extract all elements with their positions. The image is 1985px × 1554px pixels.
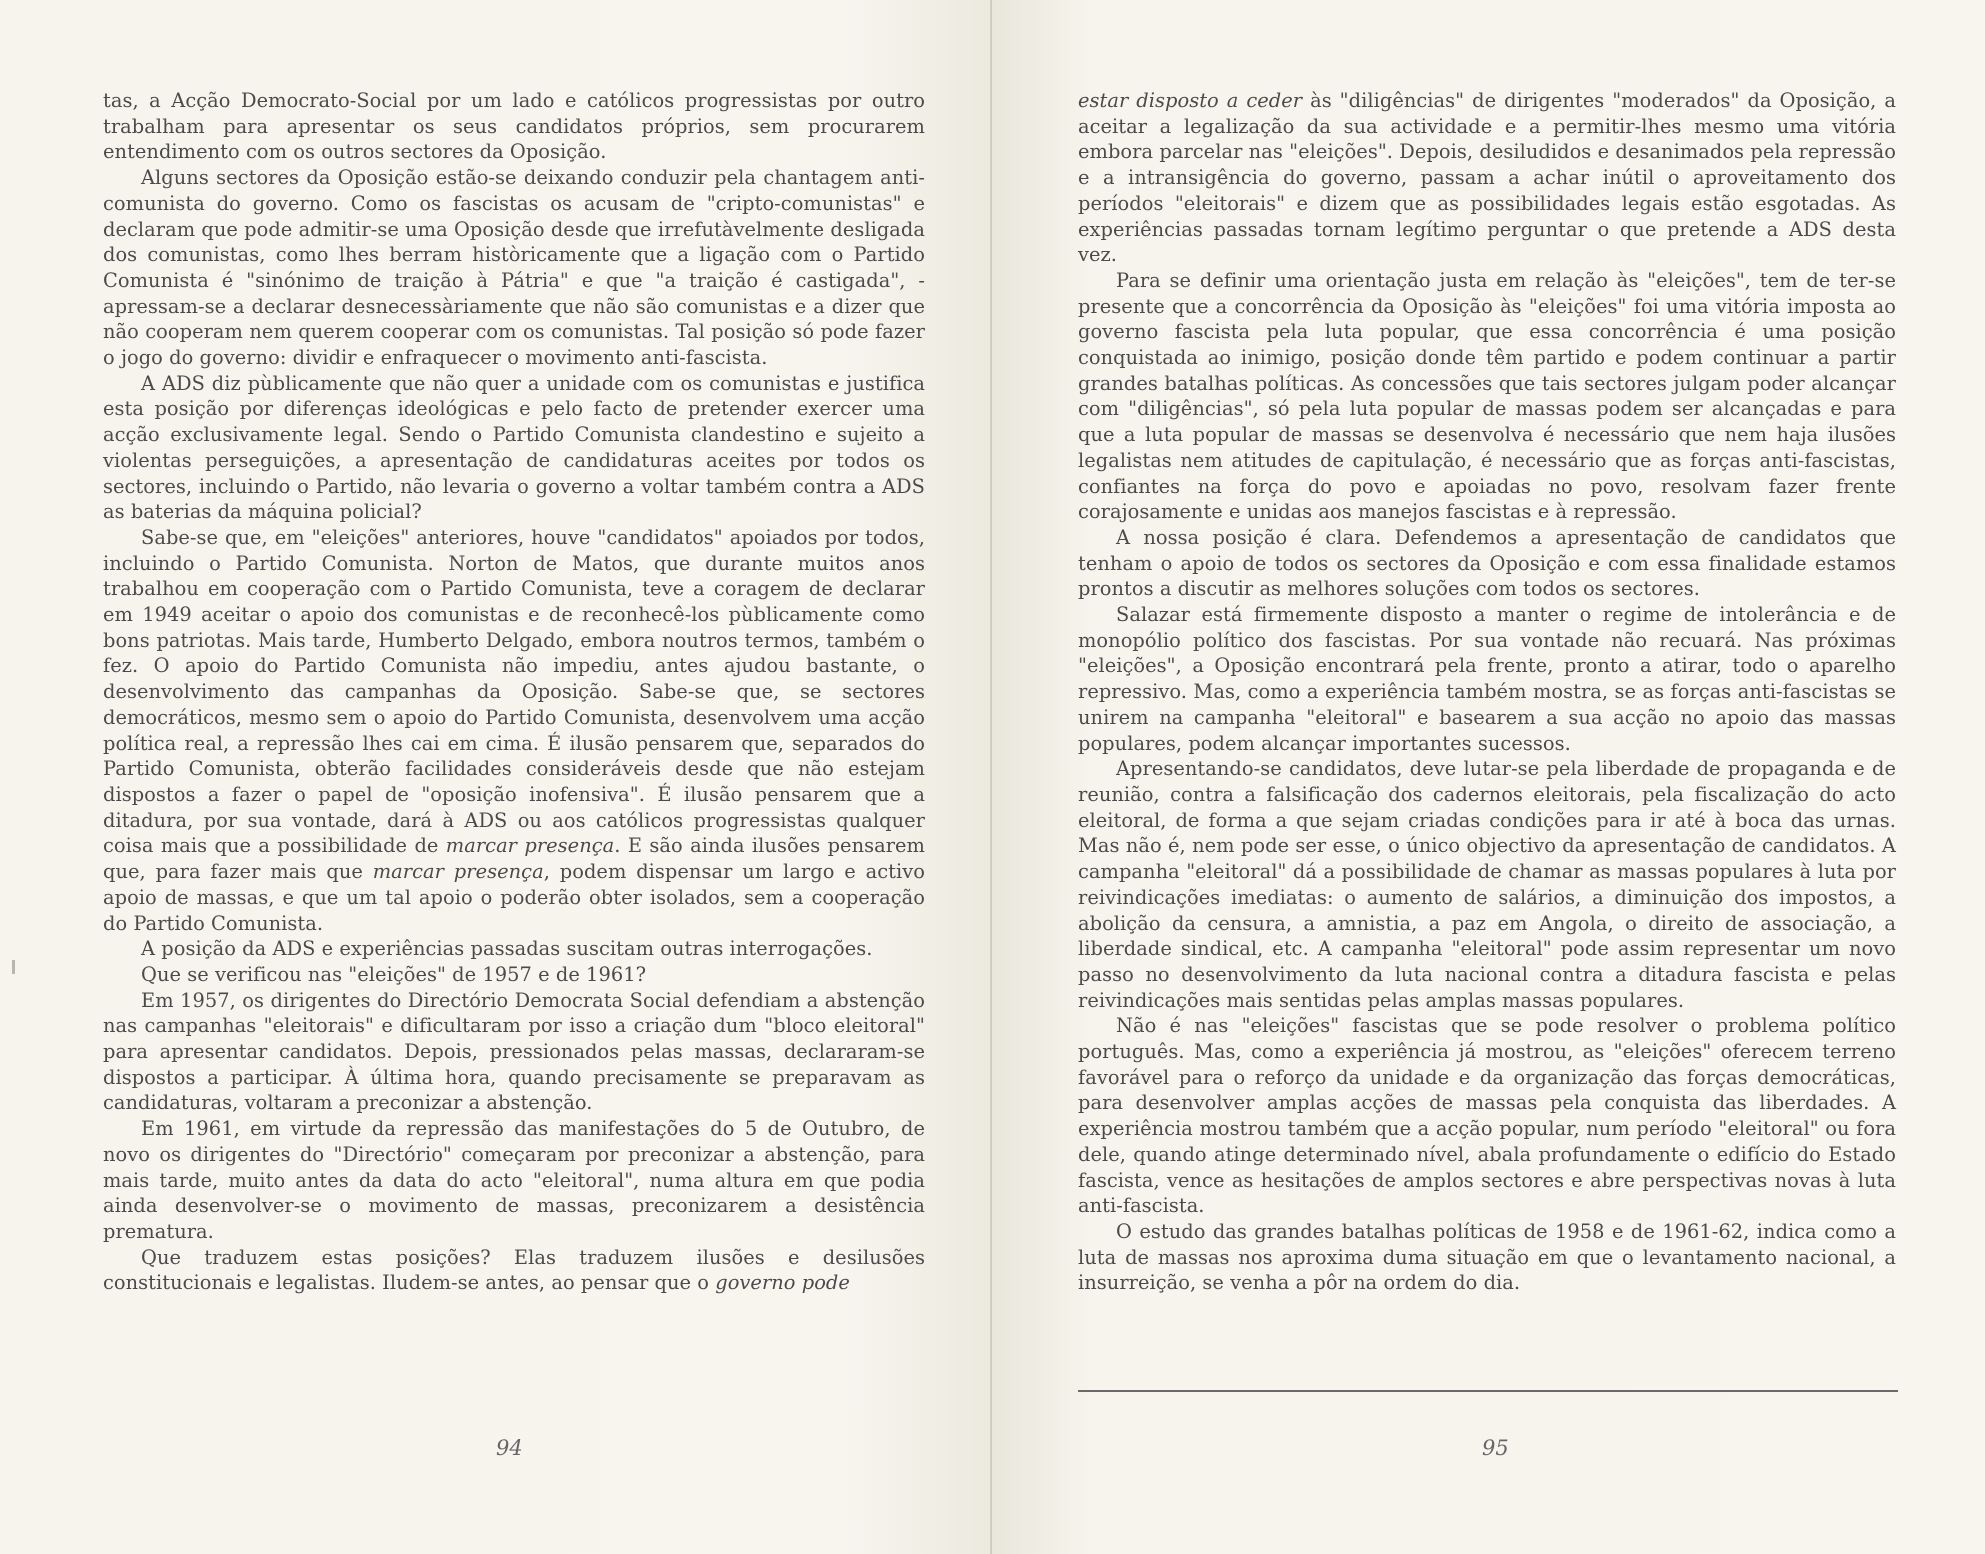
paragraph: Apresentando-se candidatos, deve lutar-se pela liberdade de propaganda e de reunião, contra a falsificação dos cadernos eleitorais, pela fiscalização do acto eleitoral, de forma a que sejam criadas condições para ir até à boca das urnas. Mas não é, nem pode ser esse, o único objectivo da apresentação de candidatos. A campanha "eleitoral" dá a possibilidade de chamar as massas populares à luta por reivindicações imediatas: o aumento de salários, a diminuição dos impostos, a abolição da censura, a amnistia, a paz em Angola, o direito de associação, a liberdade sindical, etc. A campanha "eleitoral" pode assim representar um novo passo no desenvolvimento da luta nacional contra a ditadura fascista e pelas reivindicações mais sentidas pelas amplas massas populares.: [1078, 757, 1896, 1012]
page-number: 95: [1482, 1436, 1509, 1460]
right-page-text: [1078, 88, 1896, 1296]
underline-mark: [1078, 1390, 1898, 1392]
paragraph: Salazar está firmemente disposto a manter o regime de intolerância e de monopólio político dos fascistas. Por sua vontade não recuará. Nas próximas "eleições", a Oposição encontrará pela frente, pronto a atirar, todo o aparelho repressivo. Mas, como a experiência também mostra, se as forças anti-fascistas se unirem na campanha "eleitoral" e basearem a sua acção no apoio das massas populares, podem alcançar importantes sucessos.: [1078, 603, 1896, 755]
paragraph-text: . E são ainda ilusões pensarem que, para fazer mais que: [103, 834, 925, 884]
right-page: [992, 0, 1985, 1554]
paragraph: Para se definir uma orientação justa em relação às "eleições", tem de ter-se presente que a concorrência da Oposição às "eleições" foi uma vitória imposta ao governo fascista pela luta popular, que essa concorrência é uma posição conquistada ao inimigo, posição donde têm partido e podem continuar a partir grandes batalhas políticas. As concessões que tais sectores julgam poder alcançar com "diligências", só pela luta popular de massas podem ser alcançadas e para que a luta popular de massas se desenvolva é necessário que nem haja ilusões legalistas nem atitudes de capitulação, é necessário que as forças anti-fascistas, confiantes na força do povo e apoiadas no povo, resolvam fazer frente corajosamente e unidas aos manejos fascistas e à repressão.: [1078, 268, 1896, 524]
paragraph: Em 1957, os dirigentes do Directório Democrata Social defendiam a abstenção nas campanhas "eleitorais" e dificultaram por isso a criação dum "bloco eleitoral" para apresentar candidatos. Depois, pressionados pelas massas, declararam-se dispostos a participar. À última hora, quando precisamente se preparavam as candidaturas, voltaram a preconizar a abstenção.: [103, 988, 925, 1115]
page-number: 94: [496, 1436, 523, 1460]
paragraph: O estudo das grandes batalhas políticas de 1958 e de 1961-62, indica como a luta de massas nos aproxima duma situação em que o levantamento nacional, a insurreição, se venha a pôr na ordem do dia.: [1078, 1219, 1896, 1295]
left-page-text: [103, 88, 925, 1296]
italic-phrase: governo pode: [715, 1271, 850, 1295]
paragraph: A nossa posição é clara. Defendemos a apresentação de candidatos que tenham o apoio de todos os sectores da Oposição e com essa finalidade estamos prontos a discutir as melhores soluções com todos os sectores.: [1078, 525, 1896, 601]
left-page: [0, 0, 992, 1554]
paragraph-text: às "diligências" de dirigentes "moderados" da Oposição, a aceitar a legalização da sua actividade e a permitir-lhes mesmo uma vitória embora parcelar nas "eleições". Depois, desiludidos e desanimados pela repressão e a intransigência do governo, passam a achar inútil o aproveitamento dos períodos "eleitorais" e dizem que as possibilidades legais estão esgotadas. As experiências passadas tornam legítimo perguntar o que pretende a ADS desta vez.: [1078, 89, 1896, 267]
paragraph: Alguns sectores da Oposição estão-se deixando conduzir pela chantagem anti-comunista do governo. Como os fascistas os acusam de "cripto-comunistas" e declaram que pode admitir-se uma Oposição desde que irrefutàvelmente desligada dos comunistas, como lhes berram històricamente que a ligação com o Partido Comunista é "sinónimo de traição à Pátria" e que "a traição é castigada", -apressam-se a declarar desnecessàriamente que não são comunistas e a dizer que não cooperam nem querem cooperar com os comunistas. Tal posição só pode fazer o jogo do governo: dividir e enfraquecer o movimento anti-fascista.: [103, 166, 925, 370]
paragraph-text: , podem dispensar um largo e activo apoio de massas, e que um tal apoio o poderão obter isolados, sem a cooperação do Partido Comunista.: [103, 860, 925, 935]
scan-mark: [12, 960, 15, 974]
italic-phrase: marcar presença: [445, 834, 615, 858]
paragraph: [103, 1245, 925, 1296]
paragraph: Não é nas "eleições" fascistas que se pode resolver o problema político português. Mas, como a experiência já mostrou, as "eleições" oferecem terreno favorável para o reforço da unidade e da organização das forças democráticas, para desenvolver amplas acções de massas pela conquista das liberdades. A experiência mostrou também que a acção popular, num período "eleitoral" ou fora dele, quando atinge determinado nível, abala profundamente o edifício do Estado fascista, vence as hesitações de amplos sectores e abre perspectivas novas à luta anti-fascista.: [1078, 1014, 1896, 1218]
paragraph: [103, 525, 925, 936]
paragraph: Que se verificou nas "eleições" de 1957 e de 1961?: [141, 962, 647, 986]
italic-phrase: estar disposto a ceder: [1078, 89, 1303, 112]
paragraph-text: Que traduzem estas posições? Elas traduzem ilusões e desilusões constitucionais e legalistas. Iludem-se antes, ao pensar que o: [103, 1245, 925, 1295]
paragraph: A posição da ADS e experiências passadas suscitam outras interrogações.: [141, 937, 873, 961]
paragraph: Em 1961, em virtude da repressão das manifestações do 5 de Outubro, de novo os dirigentes do "Directório" começaram por preconizar a abstenção, para mais tarde, muito antes da data do acto "eleitoral", numa altura em que podia ainda desenvolver-se o movimento de massas, preconizarem a desistência prematura.: [103, 1117, 925, 1243]
italic-phrase: marcar presença: [372, 860, 544, 884]
paragraph: [1078, 88, 1896, 268]
paragraph-text: Sabe-se que, em "eleições" anteriores, houve "candidatos" apoiados por todos, incluindo o Partido Comunista. Norton de Matos, que durante muitos anos trabalhou em cooperação com o Partido Comunista, teve a coragem de declarar em 1949 aceitar o apoio dos comunistas e de reconhecê-los pùblicamente como bons patriotas. Mais tarde, Humberto Delgado, embora noutros termos, também o fez. O apoio do Partido Comunista não impediu, antes ajudou bastante, o desenvolvimento das campanhas da Oposição. Sabe-se que, se sectores democráticos, mesmo sem o apoio do Partido Comunista, desenvolvem uma acção política real, a repressão lhes cai em cima. É ilusão pensarem que, separados do Partido Comunista, obterão facilidades consideráveis desde que não estejam dispostos a fazer o papel de "oposição inofensiva". É ilusão pensarem que a ditadura, por sua vontade, dará à ADS ou aos católicos progressistas qualquer coisa mais que a possibilidade de: [103, 525, 925, 858]
paragraph: tas, a Acção Democrato-Social por um lado e católicos progressistas por outro trabalham para apresentar os seus candidatos próprios, sem procurarem entendimento com os outros sectores da Oposição.: [103, 89, 925, 164]
paragraph: A ADS diz pùblicamente que não quer a unidade com os comunistas e justifica esta posição por diferenças ideológicas e pelo facto de pretender exercer uma acção exclusivamente legal. Sendo o Partido Comunista clandestino e sujeito a violentas perseguições, a apresentação de candidaturas aceites por todos os sectores, incluindo o Partido, não levaria o governo a voltar também contra a ADS as baterias da máquina policial?: [103, 371, 925, 524]
